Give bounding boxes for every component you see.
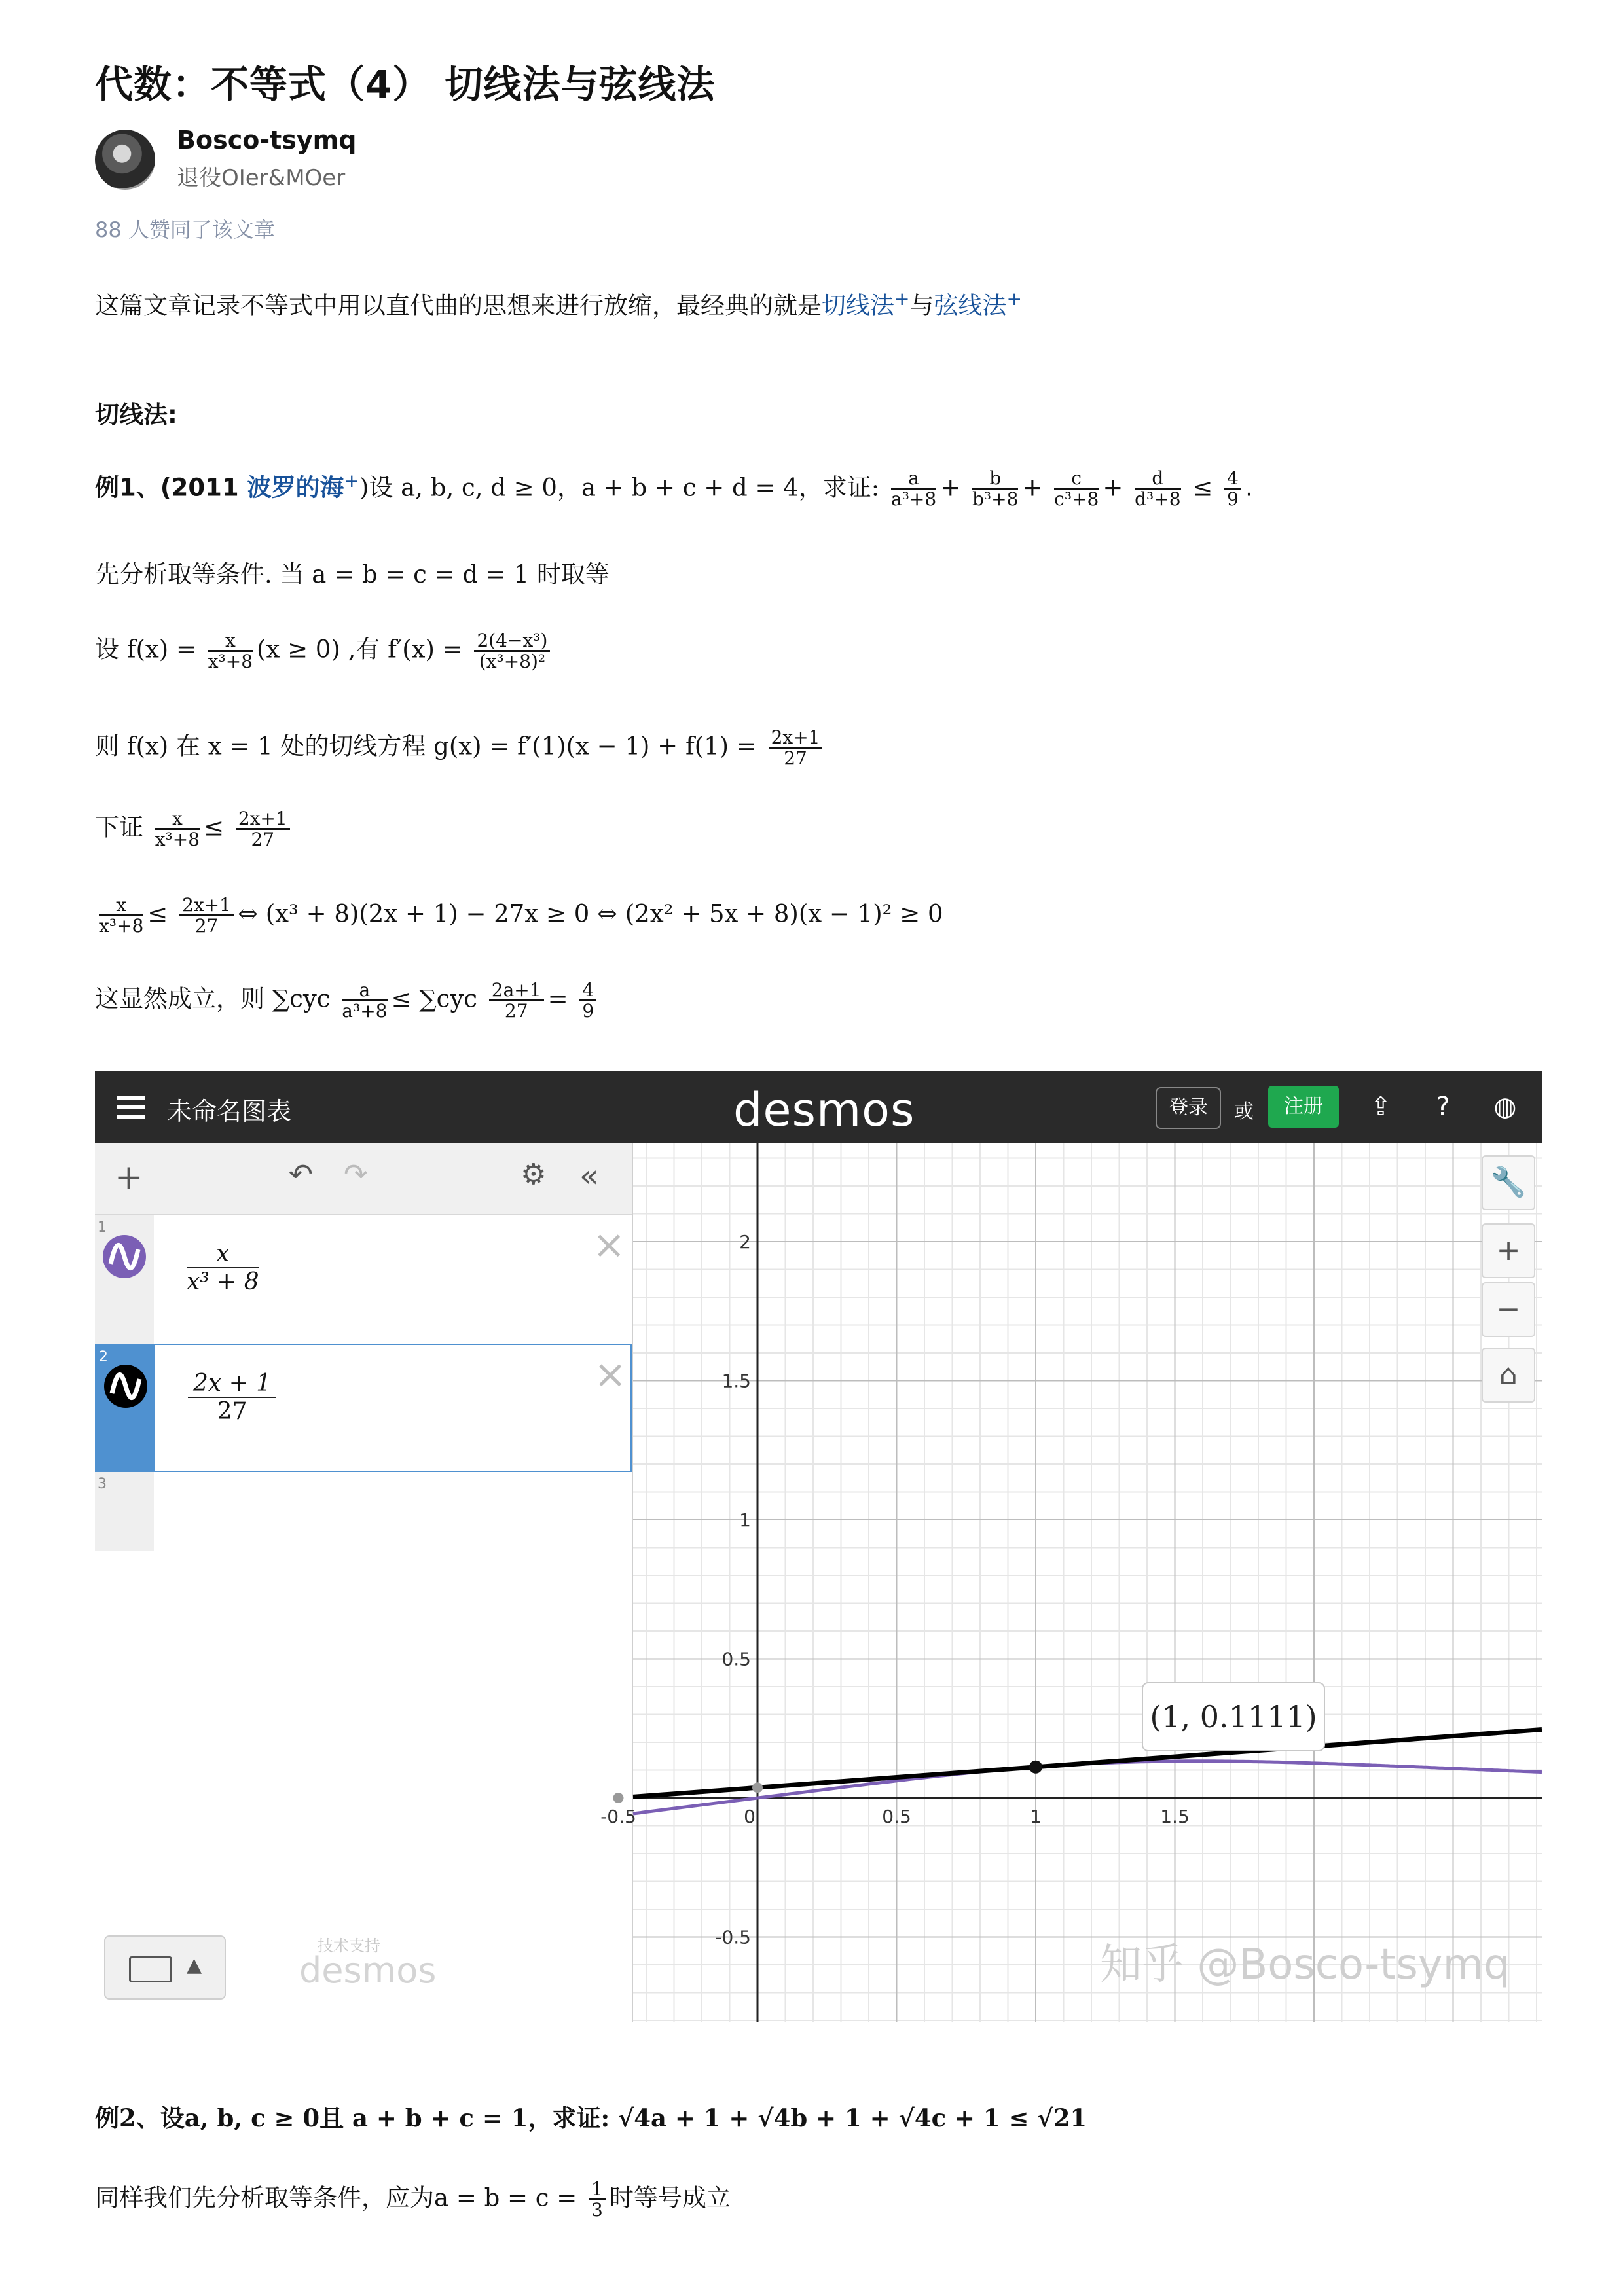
collapse-panel-icon[interactable]: « bbox=[579, 1158, 599, 1194]
or-label: 或 bbox=[1234, 1100, 1254, 1123]
ex1-condition: )设 a, b, c, d ≥ 0，a + b + c + d = 4，求证: bbox=[359, 473, 880, 502]
fraction: $\frac{4}{9}$ bbox=[1224, 469, 1241, 509]
step-to-prove: 下证 $\frac{x}{\text{x³+8}}$ ≤ $\frac{2x+1}{27}$ bbox=[95, 809, 294, 850]
expression-gutter bbox=[96, 1345, 155, 1471]
graph-title[interactable]: 未命名图表 bbox=[167, 1097, 292, 1126]
expression-2-denominator: 27 bbox=[217, 1398, 247, 1425]
step3-text: 则 f(x) 在 x = 1 处的切线方程 g(x) = f′(1)(x − 1) + f(1) = bbox=[95, 732, 757, 761]
expression-gutter bbox=[95, 1472, 154, 1551]
like-count: 88 人赞同了该文章 bbox=[95, 217, 275, 242]
link-tangent-method[interactable]: 切线法 bbox=[822, 291, 894, 320]
ex1-label: 例1、(2011 bbox=[95, 473, 247, 502]
step2-text: 设 f(x) = bbox=[95, 635, 196, 664]
fraction: $\frac{4}{9}$ bbox=[579, 980, 596, 1021]
fraction: $\frac{c}{\text{c³+8}}$ bbox=[1054, 467, 1099, 511]
fraction: $\frac{\text{2(4−x³)}}{\text{(x³+8)²}}$ bbox=[474, 631, 550, 672]
expression-1-fraction[interactable] bbox=[187, 1240, 259, 1295]
step6-text: = bbox=[547, 984, 568, 1013]
fraction: $\frac{a}{\text{a³+8}}$ bbox=[342, 979, 388, 1022]
intro-paragraph bbox=[95, 288, 1022, 321]
ex2-text: 时等号成立 bbox=[609, 2183, 731, 2212]
add-expression-icon[interactable]: + bbox=[115, 1158, 143, 1197]
y-tick-label: -0.5 bbox=[715, 1926, 751, 1948]
expression-row-3[interactable] bbox=[95, 1472, 632, 1551]
expression-2-fraction[interactable] bbox=[188, 1370, 276, 1425]
y-tick-label: 0.5 bbox=[721, 1648, 751, 1670]
expression-index: 3 bbox=[98, 1476, 107, 1492]
fraction: $\frac{x}{\text{x³+8}}$ bbox=[99, 894, 144, 937]
author-avatar[interactable] bbox=[95, 130, 155, 190]
black-curve-icon[interactable] bbox=[103, 1363, 149, 1409]
redo-icon[interactable]: ↷ bbox=[344, 1158, 368, 1191]
chevron-up-icon: ▲ bbox=[187, 1954, 202, 1977]
fraction: $\frac{1}{3}$ bbox=[589, 2179, 606, 2220]
link-chord-method[interactable]: 弦线法 bbox=[934, 291, 1007, 320]
ex2-text: 同样我们先分析取等条件，应为a = b = c = bbox=[95, 2183, 577, 2212]
wrench-icon[interactable]: 🔧 bbox=[1482, 1155, 1535, 1210]
intro-conj: 与 bbox=[909, 291, 934, 320]
undo-icon[interactable]: ↶ bbox=[289, 1158, 313, 1191]
link-plus-icon: + bbox=[344, 470, 359, 492]
keyboard-toggle-button[interactable] bbox=[104, 1935, 226, 2000]
expression-toolbar bbox=[95, 1143, 632, 1215]
expression-panel bbox=[95, 1143, 633, 2022]
link-plus-icon: + bbox=[894, 288, 910, 310]
zhihu-watermark: 知乎 @Bosco-tsymq bbox=[1100, 1941, 1510, 1989]
share-icon[interactable]: ⇪ bbox=[1370, 1092, 1392, 1122]
link-baltic-way[interactable]: 波罗的海 bbox=[247, 473, 344, 502]
y-intercept-point bbox=[752, 1782, 763, 1793]
gear-icon[interactable]: ⚙ bbox=[520, 1158, 547, 1191]
article-title: 代数：不等式（4） 切线法与弦线法 bbox=[95, 62, 716, 107]
step2-text: (x ≥ 0) ,有 f′(x) = bbox=[257, 635, 463, 664]
expression-2-numerator: 2x + 1 bbox=[188, 1370, 276, 1398]
author-bio: 退役OIer&MOer bbox=[177, 165, 346, 191]
step4-text: 下证 bbox=[95, 813, 143, 842]
menu-icon[interactable] bbox=[117, 1096, 145, 1100]
delete-expression-icon[interactable]: × bbox=[594, 1352, 627, 1397]
powered-by-label: 技术支持 bbox=[318, 1937, 380, 1955]
x-tick-label: 1.5 bbox=[1160, 1806, 1190, 1827]
zoom-in-button[interactable]: + bbox=[1482, 1223, 1535, 1278]
step6-text: 这显然成立，则 ∑cyc bbox=[95, 984, 331, 1013]
desmos-header bbox=[95, 1071, 1542, 1143]
fraction: $\frac{2a+1}{27}$ bbox=[489, 980, 544, 1021]
fraction: $\frac{x}{\text{x³+8}}$ bbox=[155, 808, 200, 851]
point-tooltip: (1, 0.1111) bbox=[1142, 1682, 1325, 1751]
y-tick-label: 2 bbox=[739, 1231, 751, 1253]
login-button[interactable]: 登录 bbox=[1156, 1087, 1221, 1129]
intro-text: 这篇文章记录不等式中用以直代曲的思想来进行放缩，最经典的就是 bbox=[95, 291, 822, 320]
fraction: $\frac{2x+1}{27}$ bbox=[179, 895, 234, 936]
fraction: $\frac{2x+1}{27}$ bbox=[769, 728, 823, 768]
y-tick-label: 1.5 bbox=[721, 1370, 751, 1392]
section-heading-tangent: 切线法: bbox=[95, 401, 177, 429]
fraction: $\frac{a}{\text{a³+8}}$ bbox=[891, 467, 937, 511]
delete-expression-icon[interactable]: × bbox=[593, 1222, 626, 1268]
fraction: $\frac{x}{\text{x³+8}}$ bbox=[208, 630, 253, 673]
example-1: 例1、(2011 波罗的海+)设 a, b, c, d ≥ 0，a + b + c + d = 4，求证: $\frac{a}{\text{a³+8}}$ + $\frac{b}{\text{b³+8}}$ + $\frac{c}{\text{c³+8}}$ + $\frac{d}{\text{d³+8}}$ ≤ $\frac{4}{9}$ . bbox=[95, 467, 1253, 511]
x-tick-label: 1 bbox=[1030, 1806, 1042, 1827]
x-intercept-point bbox=[613, 1793, 624, 1803]
keyboard-icon bbox=[129, 1956, 172, 1982]
example-2: 例2、设a, b, c ≥ 0且 a + b + c = 1，求证: √4a + 1 + √4b + 1 + √4c + 1 ≤ √21 bbox=[95, 2104, 1087, 2132]
fraction: $\frac{d}{\text{d³+8}}$ bbox=[1135, 467, 1181, 511]
fraction: $\frac{2x+1}{27}$ bbox=[236, 809, 290, 850]
help-icon[interactable]: ? bbox=[1436, 1092, 1450, 1122]
purple-curve-icon[interactable] bbox=[101, 1234, 147, 1280]
period: . bbox=[1245, 473, 1253, 502]
example-2-equality bbox=[95, 2179, 731, 2220]
step-conclusion bbox=[95, 980, 600, 1021]
expression-1-denominator: x³ + 8 bbox=[187, 1268, 259, 1295]
zoom-out-button[interactable]: − bbox=[1482, 1282, 1535, 1337]
step-equivalence: $\frac{x}{\text{x³+8}}$ ≤ $\frac{2x+1}{27}$ ⇔ (x³ + 8)(2x + 1) − 27x ≥ 0 ⇔ (2x² + 5x + 8)(x − 1)² ≥ 0 bbox=[99, 894, 943, 937]
desmos-calculator bbox=[95, 1071, 1542, 2022]
author-name[interactable]: Bosco-tsymq bbox=[177, 126, 357, 154]
x-tick-label: 0 bbox=[744, 1806, 756, 1827]
expression-1-numerator: x bbox=[187, 1240, 259, 1268]
register-button[interactable]: 注册 bbox=[1268, 1086, 1339, 1128]
home-icon[interactable]: ⌂ bbox=[1482, 1348, 1535, 1403]
step-define-f bbox=[95, 631, 554, 672]
step6-text: ≤ ∑cyc bbox=[391, 984, 478, 1013]
x-tick-label: 0.5 bbox=[882, 1806, 911, 1827]
graph-canvas[interactable] bbox=[600, 1143, 1542, 2022]
step-tangent-line bbox=[95, 728, 826, 768]
step5-text: ⇔ (x³ + 8)(2x + 1) − 27x ≥ 0 ⇔ (2x² + 5x + 8)(x − 1)² ≥ 0 bbox=[237, 899, 943, 928]
expression-index: 1 bbox=[98, 1219, 107, 1236]
tangent-line bbox=[633, 1730, 1542, 1797]
expression-row-1[interactable] bbox=[95, 1215, 632, 1345]
leq-sign: ≤ bbox=[1192, 473, 1213, 502]
expression-index: 2 bbox=[99, 1349, 108, 1365]
link-plus-icon: + bbox=[1006, 288, 1022, 310]
desmos-logo: desmos bbox=[733, 1083, 915, 1137]
y-tick-label: 1 bbox=[739, 1509, 751, 1531]
step-equality-condition: 先分析取等条件. 当 a = b = c = d = 1 时取等 bbox=[95, 560, 610, 588]
tangent-point bbox=[1029, 1761, 1042, 1774]
expression-row-2[interactable] bbox=[95, 1344, 632, 1472]
globe-icon[interactable]: ◍ bbox=[1493, 1092, 1517, 1122]
powered-by-logo: desmos bbox=[299, 1950, 437, 1991]
x-tick-label: -0.5 bbox=[600, 1806, 636, 1827]
expression-gutter bbox=[95, 1215, 154, 1344]
fraction: $\frac{b}{\text{b³+8}}$ bbox=[972, 467, 1019, 511]
